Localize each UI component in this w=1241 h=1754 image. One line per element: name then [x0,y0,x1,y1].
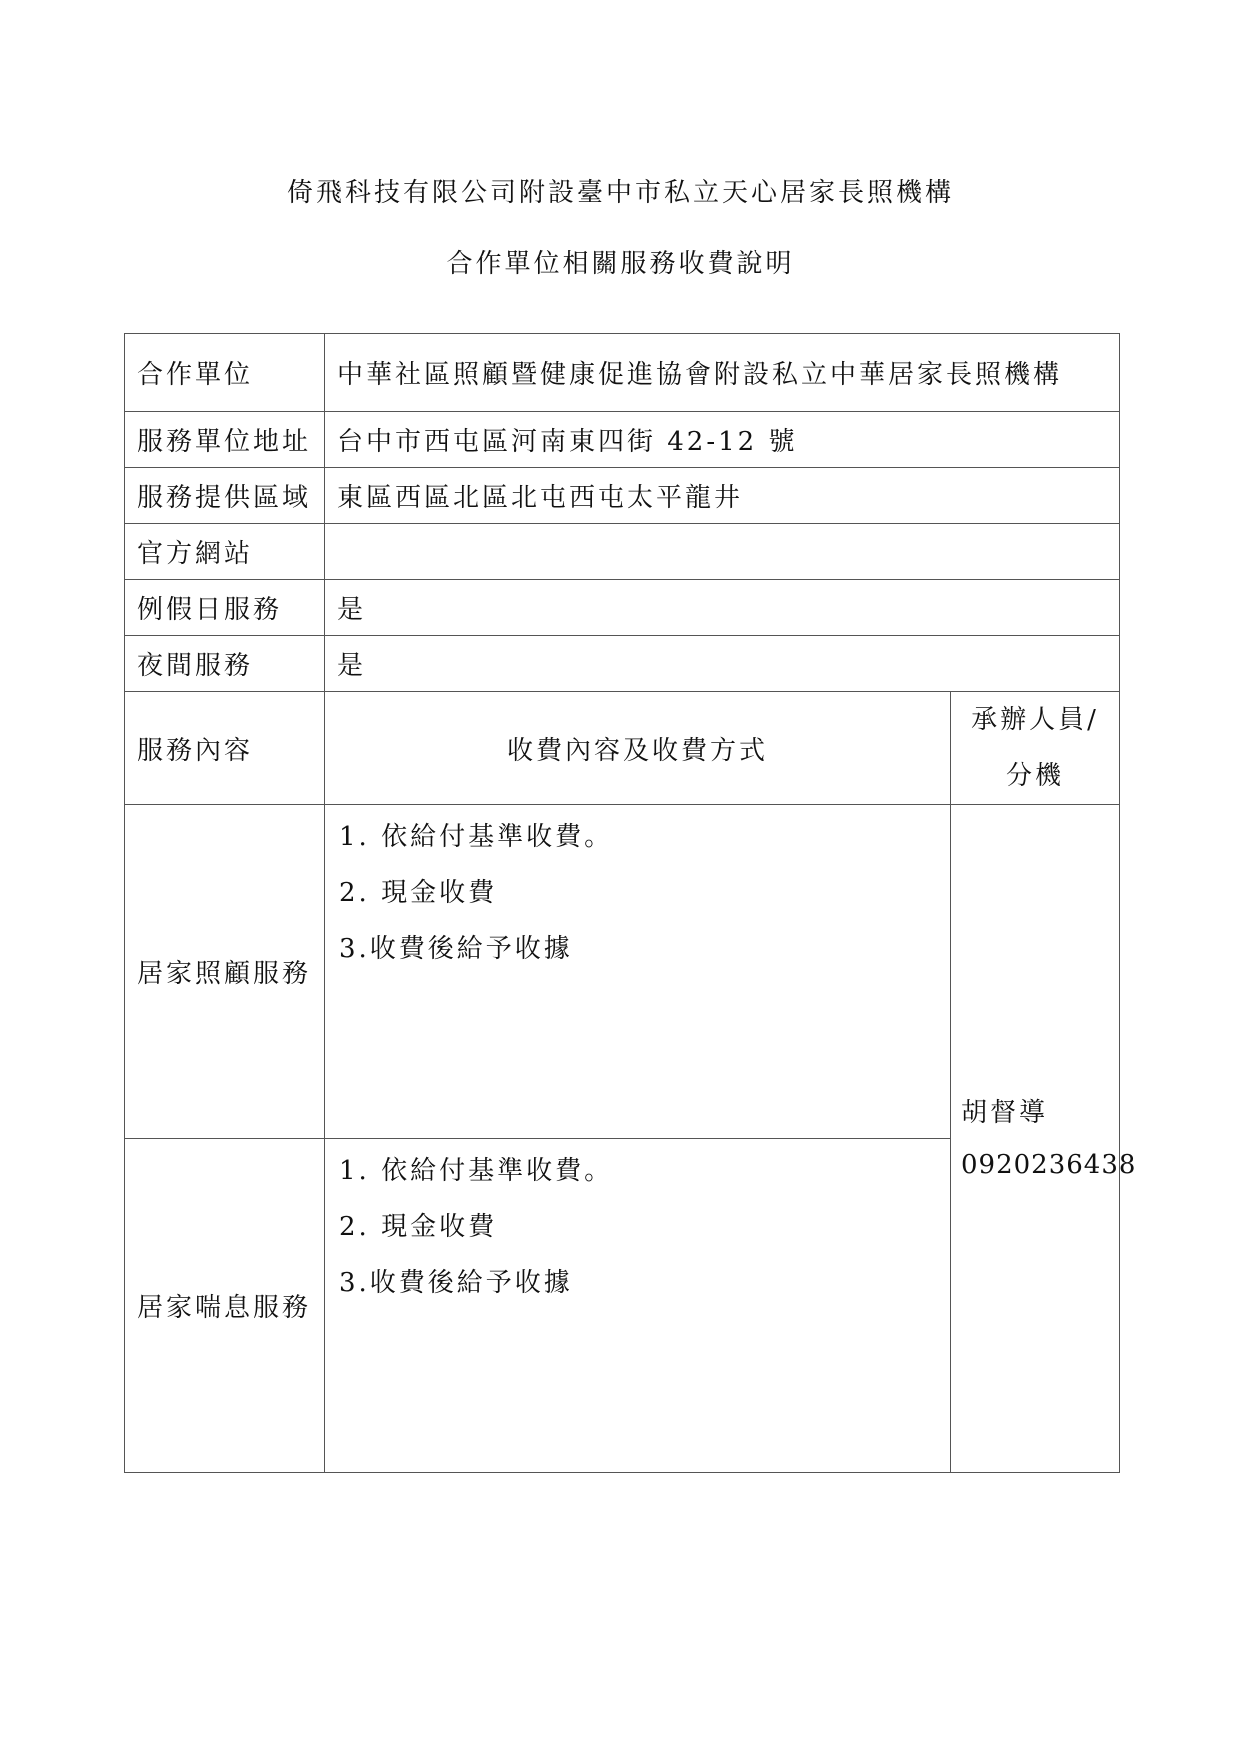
document-subtitle: 合作單位相關服務收費說明 [446,249,795,279]
night-service-label: 夜間服務 [125,636,325,692]
respite-service-name: 居家喘息服務 [125,1139,325,1473]
holiday-service-value: 是 [325,580,1120,636]
fee-item: 3.收費後給予收據 [339,1268,573,1298]
contact-header-line1: 承辦人員/ [971,705,1099,735]
fee-item: 1. 依給付基準收費。 [339,822,614,852]
service-area-value: 東區西區北區北屯西屯太平龍井 [325,468,1120,524]
contact-phone: 0920236438 [961,1149,1137,1180]
table-row [125,636,1120,692]
address-label: 服務單位地址 [125,412,325,468]
contact-header-line2: 分機 [1006,761,1065,791]
fee-content-header: 收費內容及收費方式 [325,692,951,805]
table-row [125,580,1120,636]
respite-fees [325,1139,951,1473]
contact-name: 胡督導 [961,1097,1049,1128]
table-header-row [125,692,1120,805]
table-row [125,412,1120,468]
website-label: 官方網站 [125,524,325,580]
fee-item: 2. 現金收費 [339,878,498,908]
contact-header [951,692,1120,805]
table-row [125,468,1120,524]
service-content-header: 服務內容 [125,692,325,805]
fee-item: 3.收費後給予收據 [339,934,573,964]
home-care-fees [325,805,951,1139]
fee-item: 2. 現金收費 [339,1212,498,1242]
table-row [125,334,1120,412]
address-value: 台中市西屯區河南東四街 42-12 號 [325,412,1120,468]
table-row [125,524,1120,580]
service-info-table [124,333,1137,1473]
holiday-service-label: 例假日服務 [125,580,325,636]
partner-unit-label: 合作單位 [125,334,325,412]
partner-unit-value: 中華社區照顧暨健康促進協會附設私立中華居家長照機構 [325,334,1120,412]
service-area-label: 服務提供區域 [125,468,325,524]
night-service-value: 是 [325,636,1120,692]
contact-cell [951,805,1137,1473]
fee-item: 1. 依給付基準收費。 [339,1156,614,1186]
website-value [325,524,1120,580]
home-care-service-name: 居家照顧服務 [125,805,325,1139]
table-row [125,805,1120,1139]
document-title: 倚飛科技有限公司附設臺中市私立天心居家長照機構 [286,178,954,208]
